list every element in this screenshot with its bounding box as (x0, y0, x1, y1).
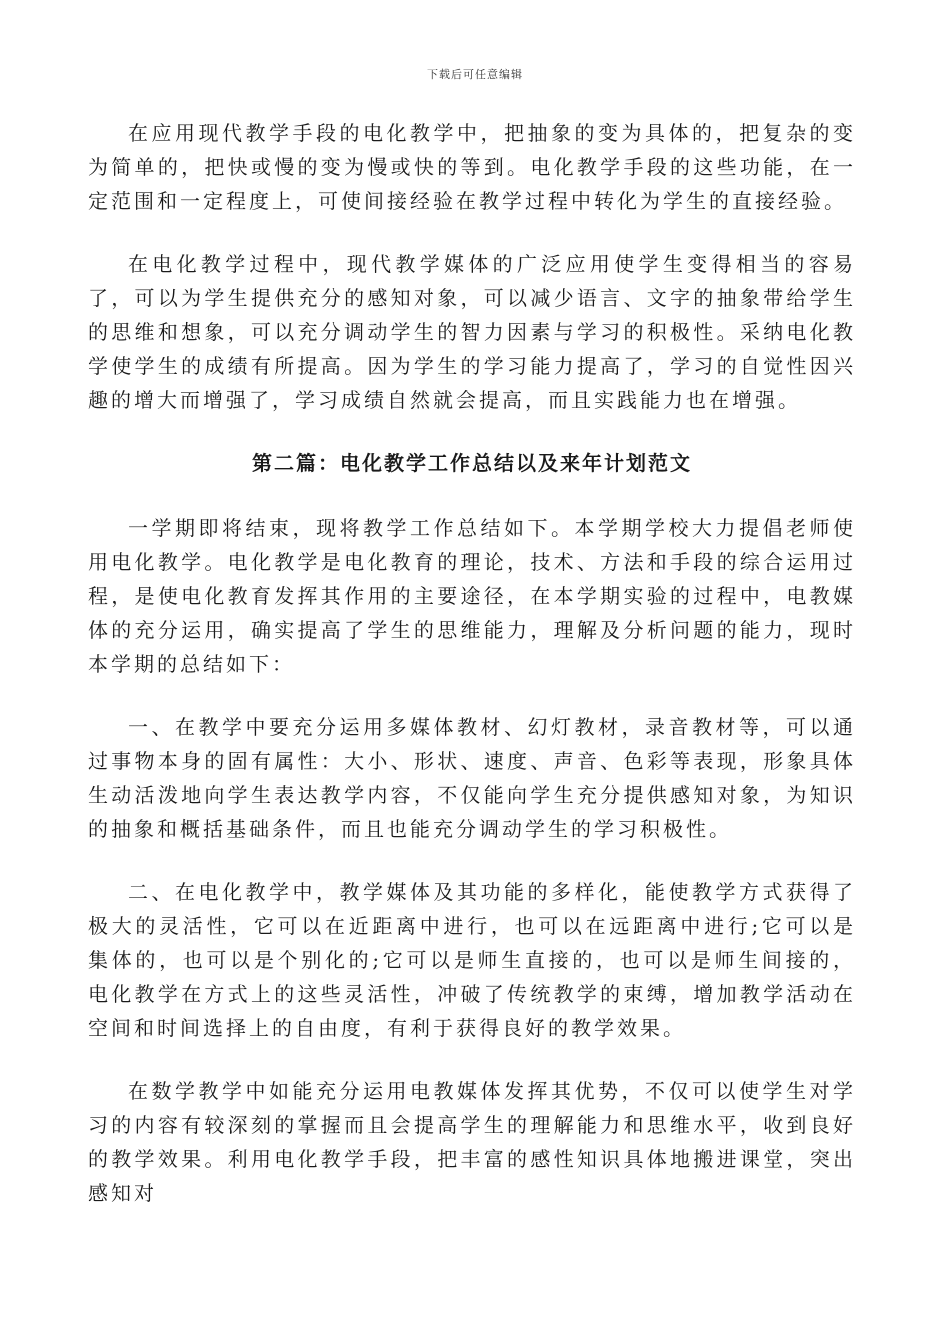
page-header-note: 下载后可任意编辑 (427, 68, 523, 81)
paragraph-2: 在电化教学过程中，现代教学媒体的广泛应用使学生变得相当的容易了，可以为学生提供充分的感知对象，可以减少语言、文字的抽象带给学生的思维和想象，可以充分调动学生的智力因素与学习的积极性。采纳电化教学使学生的成绩有所提高。因为学生的学习能力提高了，学习的自觉性因兴趣的增大而增强了，学习成绩自然就会提高，而且实践能力也在增强。 (88, 252, 856, 412)
paragraph-6: 在数学教学中如能充分运用电教媒体发挥其优势，不仅可以使学生对学习的内容有较深刻的掌握而且会提高学生的理解能力和思维水平，收到良好的教学效果。利用电化教学手段，把丰富的感性知识具体地搬进课堂，突出感知对 (88, 1079, 856, 1205)
paragraph-1: 在应用现代教学手段的电化教学中，把抽象的变为具体的，把复杂的变为简单的，把快或慢的变为慢或快的等到。电化教学手段的这些功能，在一定范围和一定程度上，可使间接经验在教学过程中转化为学生的直接经验。 (88, 121, 856, 213)
paragraph-3: 一学期即将结束，现将教学工作总结如下。本学期学校大力提倡老师使用电化教学。电化教学是电化教育的理论，技术、方法和手段的综合运用过程，是使电化教育发挥其作用的主要途径，在本学期实验的过程中，电教媒体的充分运用，确实提高了学生的思维能力，理解及分析问题的能力，现时本学期的总结如下： (88, 516, 856, 676)
paragraph-5: 二、在电化教学中，教学媒体及其功能的多样化，能使教学方式获得了极大的灵活性，它可以在近距离中进行，也可以在远距离中进行;它可以是集体的，也可以是个别化的;它可以是师生直接的，也可以是师生间接的，电化教学在方式上的这些灵活性，冲破了传统教学的束缚，增加教学活动在空间和时间选择上的自由度，有利于获得良好的教学效果。 (88, 880, 856, 1040)
document-body (88, 116, 856, 1239)
paragraph-4: 一、在教学中要充分运用多媒体教材、幻灯教材，录音教材等，可以通过事物本身的固有属性：大小、形状、速度、声音、色彩等表现，形象具体生动活泼地向学生表达教学内容，不仅能向学生充分提供感知对象，为知识的抽象和概括基础条件，而且也能充分调动学生的学习积极性。 (88, 715, 856, 841)
section-title: 第二篇：电化教学工作总结以及来年计划范文 (252, 451, 692, 475)
